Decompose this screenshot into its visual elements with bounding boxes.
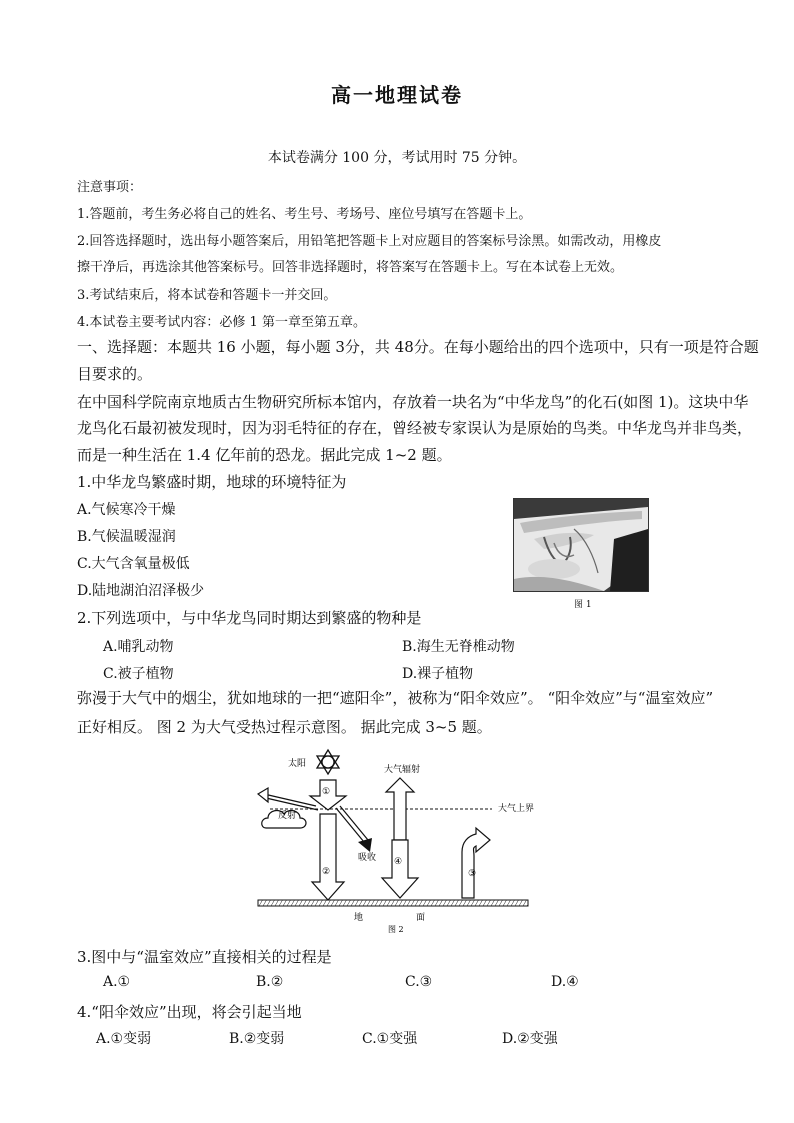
q4-option-b: B.②变弱 (229, 1031, 285, 1047)
sun-icon (317, 750, 339, 774)
note-3: 3.考试结束后，将本试卷和答题卡一并交回。 (77, 288, 337, 303)
question-1-stem: 1.中华龙鸟繁盛时期，地球的环境特征为 (77, 473, 347, 491)
atmospheric-radiation-label: 大气辐射 (384, 765, 421, 775)
q2-option-b: B.海生无脊椎动物 (402, 639, 515, 655)
section-heading-line1: 一、选择题：本题共 16 小题，每小题 3分，共 48分。在每小题给出的四个选项中，只有一项是符合题 (77, 338, 759, 356)
figure-1-caption: 图 1 (574, 600, 592, 610)
atmosphere-heating-diagram (250, 748, 550, 938)
q4-option-c: C.①变强 (362, 1031, 418, 1047)
note-2a: 2.回答选择题时，选出每小题答案后，用铅笔把答题卡上对应题目的答案标号涂黑。如需改动，用橡皮 (77, 234, 662, 249)
question-3-stem: 3.图中与“温室效应”直接相关的过程是 (77, 948, 332, 966)
note-2b: 擦干净后，再选涂其他答案标号。回答非选择题时，将答案写在答题卡上。写在本试卷上无效。 (77, 260, 624, 275)
arrow-3-icon (462, 828, 490, 898)
passage1-line3: 而是一种生活在 1.4 亿年前的恐龙。据此完成 1~2 题。 (77, 446, 452, 464)
arrow-2-number: ② (322, 867, 331, 877)
q4-option-a: A.①变弱 (96, 1031, 152, 1047)
section-heading-line2: 目要求的。 (77, 365, 153, 383)
question-2-stem: 2.下列选项中，与中华龙鸟同时期达到繁盛的物种是 (77, 609, 422, 627)
passage2-line2: 正好相反。 图 2 为大气受热过程示意图。 据此完成 3~5 题。 (77, 718, 492, 736)
ground-label-2: 面 (416, 913, 426, 923)
q1-option-a: A.气候寒冷干燥 (77, 502, 176, 518)
q3-option-b: B.② (256, 974, 284, 990)
q4-option-d: D.②变强 (502, 1031, 558, 1047)
notes-heading: 注意事项： (77, 180, 143, 195)
passage1-line2: 龙鸟化石最初被发现时，因为羽毛特征的存在，曾经被专家误认为是原始的鸟类。中华龙鸟并非鸟类， (77, 419, 753, 437)
arrow-4-icon (382, 840, 418, 898)
fossil-photo (513, 498, 649, 592)
arrow-2-icon (312, 814, 344, 900)
q1-option-b: B.气候温暖湿润 (77, 529, 176, 545)
question-4-stem: 4.“阳伞效应”出现，将会引起当地 (77, 1003, 302, 1021)
note-1: 1.答题前，考生务必将自己的姓名、考生号、考场号、座位号填写在答题卡上。 (77, 207, 532, 222)
figure-2-caption: 图 2 (388, 925, 404, 934)
arrow-4-number: ④ (394, 857, 403, 867)
q2-option-c: C.被子植物 (103, 666, 174, 682)
fossil-image (514, 499, 648, 591)
arrow-3-number: ③ (468, 869, 477, 879)
q1-option-c: C.大气含氧量极低 (77, 556, 190, 572)
ground-surface (258, 900, 528, 906)
sun-label: 太阳 (288, 759, 307, 769)
q2-option-a: A.哺乳动物 (103, 639, 174, 655)
atmosphere-upper-boundary-label: 大气上界 (498, 804, 535, 814)
absorb-label: 吸收 (358, 853, 377, 863)
figure-2-diagram (250, 748, 550, 938)
passage2-line1: 弥漫于大气中的烟尘，犹如地球的一把“遮阳伞”，被称为“阳伞效应”。 “阳伞效应”与“温室效应” (77, 689, 714, 707)
q3-option-d: D.④ (551, 974, 579, 990)
q3-option-a: A.① (103, 974, 131, 990)
exam-title: 高一地理试卷 (331, 83, 463, 107)
reflect-label: 反射 (278, 811, 297, 821)
q2-option-d: D.裸子植物 (402, 666, 474, 682)
q3-option-c: C.③ (405, 974, 433, 990)
exam-intro: 本试卷满分 100 分，考试用时 75 分钟。 (267, 150, 527, 166)
arrow-1-number: ① (322, 787, 331, 797)
q1-option-d: D.陆地湖泊沼泽极少 (77, 583, 205, 599)
note-4: 4.本试卷主要考试内容：必修 1 第一章至第五章。 (77, 315, 366, 330)
ground-label-1: 地 (354, 913, 364, 923)
passage1-line1: 在中国科学院南京地质古生物研究所标本馆内，存放着一块名为“中华龙鸟”的化石(如图 1)。这块中华 (77, 393, 749, 411)
